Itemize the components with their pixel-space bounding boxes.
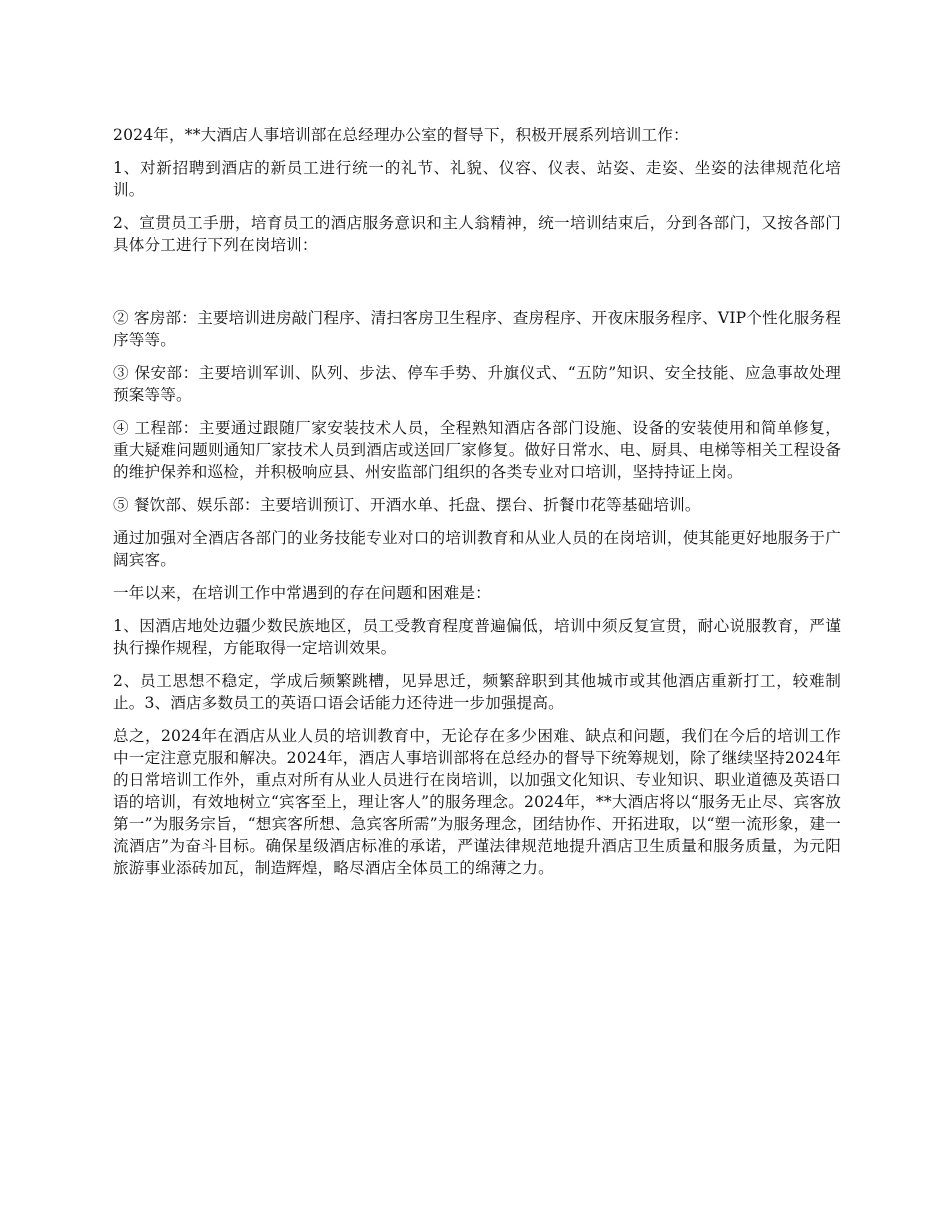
item-1-etiquette-training: 1、对新招聘到酒店的新员工进行统一的礼节、礼貌、仪容、仪表、站姿、走姿、坐姿的法律规范化培训。 xyxy=(113,159,841,199)
problem-1-paragraph: 1、因酒店地处边疆少数民族地区，员工受教育程度普遍偏低，培训中须反复宣贯，耐心说服教育，严谨执行操作规程，方能取得一定培训效果。 xyxy=(113,617,841,657)
training-summary-paragraph: 通过加强对全酒店各部门的业务技能专业对口的培训教育和从业人员的在岗培训，使其能更好地服务于广阔宾客。 xyxy=(113,529,841,569)
housekeeping-dept-paragraph: ② 客房部：主要培训进房敲门程序、清扫客房卫生程序、查房程序、开夜床服务程序、VIP个性化服务程序等等。 xyxy=(113,309,841,349)
blank-gap xyxy=(113,267,841,307)
intro-paragraph: 2024年，**大酒店人事培训部在总经理办公室的督导下，积极开展系列培训工作： xyxy=(113,126,689,144)
conclusion-paragraph: 总之，2024年在酒店从业人员的培训教育中，无论存在多少困难、缺点和问题，我们在今后的培训工作中一定注意克服和解决。2024年，酒店人事培训部将在总经办的督导下统筹规划，除了继续坚持2024年的日常培训工作外，重点对所有从业人员进行在岗培训，以加强文化知识、专业知识、职业道德及英语口语的培训，有效地树立“宾客至上，理让客人”的服务理念。2024年，**大酒店将以“服务无止尽、宾客放第一”为服务宗旨，“想宾客所想、急宾客所需”为服务理念，团结协作、开拓进取，以“塑一流形象，建一流酒店”为奋斗目标。确保星级酒店标准的承诺，严谨法律规范地提升酒店卫生质量和服务质量，为元阳旅游事业添砖加瓦，制造辉煌，略尽酒店全体员工的绵薄之力。 xyxy=(113,727,841,877)
food-entertainment-dept-paragraph: ⑤ 餐饮部、娱乐部：主要培训预订、开酒水单、托盘、摆台、折餐巾花等基础培训。 xyxy=(113,496,701,514)
document-body xyxy=(113,124,841,890)
security-dept-paragraph: ③ 保安部：主要培训军训、队列、步法、停车手势、升旗仪式、“五防”知识、安全技能、应急事故处理预案等等。 xyxy=(113,364,841,404)
item-2-employee-handbook: 2、宣贯员工手册，培育员工的酒店服务意识和主人翁精神，统一培训结束后，分到各部门，又按各部门具体分工进行下列在岗培训： xyxy=(113,214,841,254)
problems-heading-paragraph: 一年以来，在培训工作中常遇到的存在问题和困难是： xyxy=(113,584,491,602)
engineering-dept-paragraph: ④ 工程部：主要通过跟随厂家安装技术人员，全程熟知酒店各部门设施、设备的安装使用和简单修复，重大疑难问题则通知厂家技术人员到酒店或送回厂家修复。做好日常水、电、厨具、电梯等相关工程设备的维护保养和巡检，并积极响应县、州安监部门组织的各类专业对口培训，坚持持证上岗。 xyxy=(113,419,841,481)
problem-2-3-paragraph: 2、员工思想不稳定，学成后频繁跳槽，见异思迁，频繁辞职到其他城市或其他酒店重新打工，较难制止。3、酒店多数员工的英语口语会话能力还待进一步加强提高。 xyxy=(113,672,841,712)
